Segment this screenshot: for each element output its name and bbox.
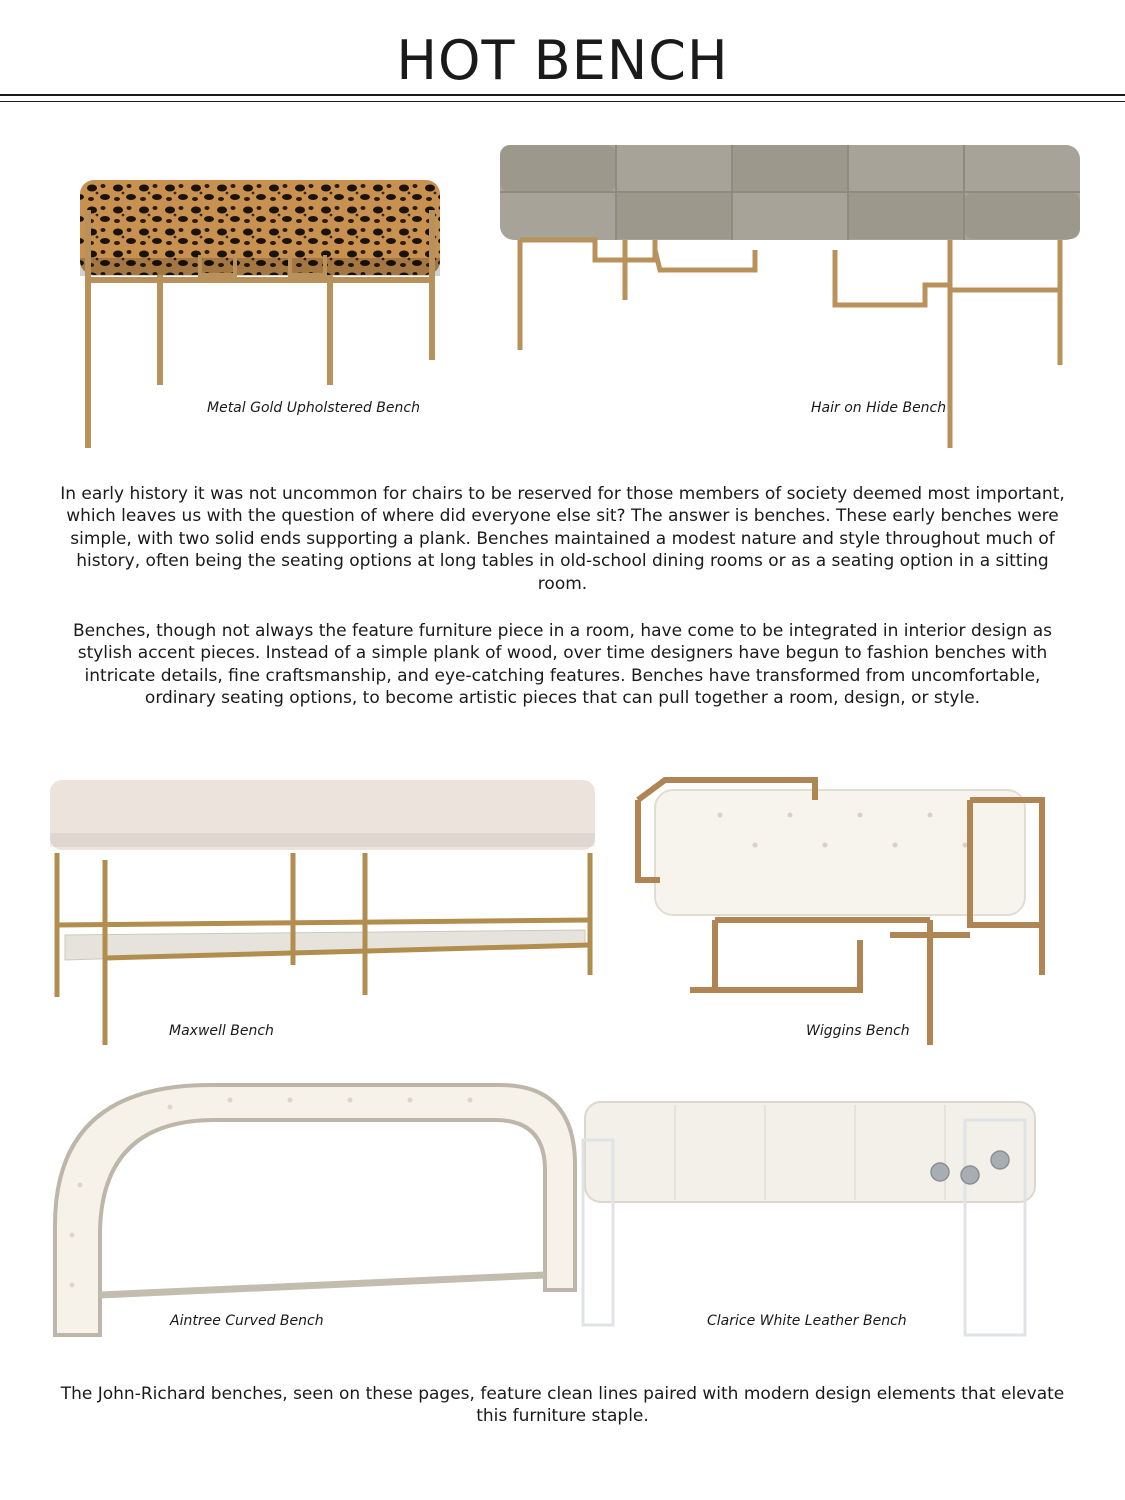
product-caption: Hair on Hide Bench xyxy=(811,400,947,416)
page-title: HOT BENCH xyxy=(396,29,729,92)
product-caption: Wiggins Bench xyxy=(806,1023,910,1039)
product-caption: Clarice White Leather Bench xyxy=(707,1313,907,1329)
title-rule-thick xyxy=(0,94,1125,96)
product-photo-aintree-bench xyxy=(40,1075,585,1340)
intro-paragraph: In early history it was not uncommon for chairs to be reserved for those members of society deemed most important, which leaves us with the question of where did everyone else sit? The answer is benches. These early benches were simple, with two solid ends supporting a plank. Benches maintained a modest nature and style throughout much of history, often being the seating options at long tables in old-school dining rooms or as a seating option in a sitting room. xyxy=(60,484,1065,594)
product-caption: Aintree Curved Bench xyxy=(170,1313,324,1329)
product-caption: Metal Gold Upholstered Bench xyxy=(207,400,420,416)
product-photo-clarice-bench xyxy=(575,1090,1045,1345)
product-photo-wiggins-bench xyxy=(630,760,1050,1045)
second-paragraph: Benches, though not always the feature furniture piece in a room, have come to be integrated in interior design as stylish accent pieces. Instead of a simple plank of wood, over time designers have begun to fashion benches with intricate details, fine craftsmanship, and eye-catching features. Benches have transformed from uncomfortable, ordinary seating options, to become artistic pieces that can pull together a room, design, or style. xyxy=(72,621,1053,709)
product-photo-hide-bench xyxy=(495,140,1085,450)
product-photo-maxwell-bench xyxy=(45,775,600,1050)
closing-paragraph: The John-Richard benches, seen on these pages, feature clean lines paired with modern design elements that elevate this furniture staple. xyxy=(60,1384,1065,1427)
title-rule-thin xyxy=(0,101,1125,102)
product-caption: Maxwell Bench xyxy=(169,1023,274,1039)
